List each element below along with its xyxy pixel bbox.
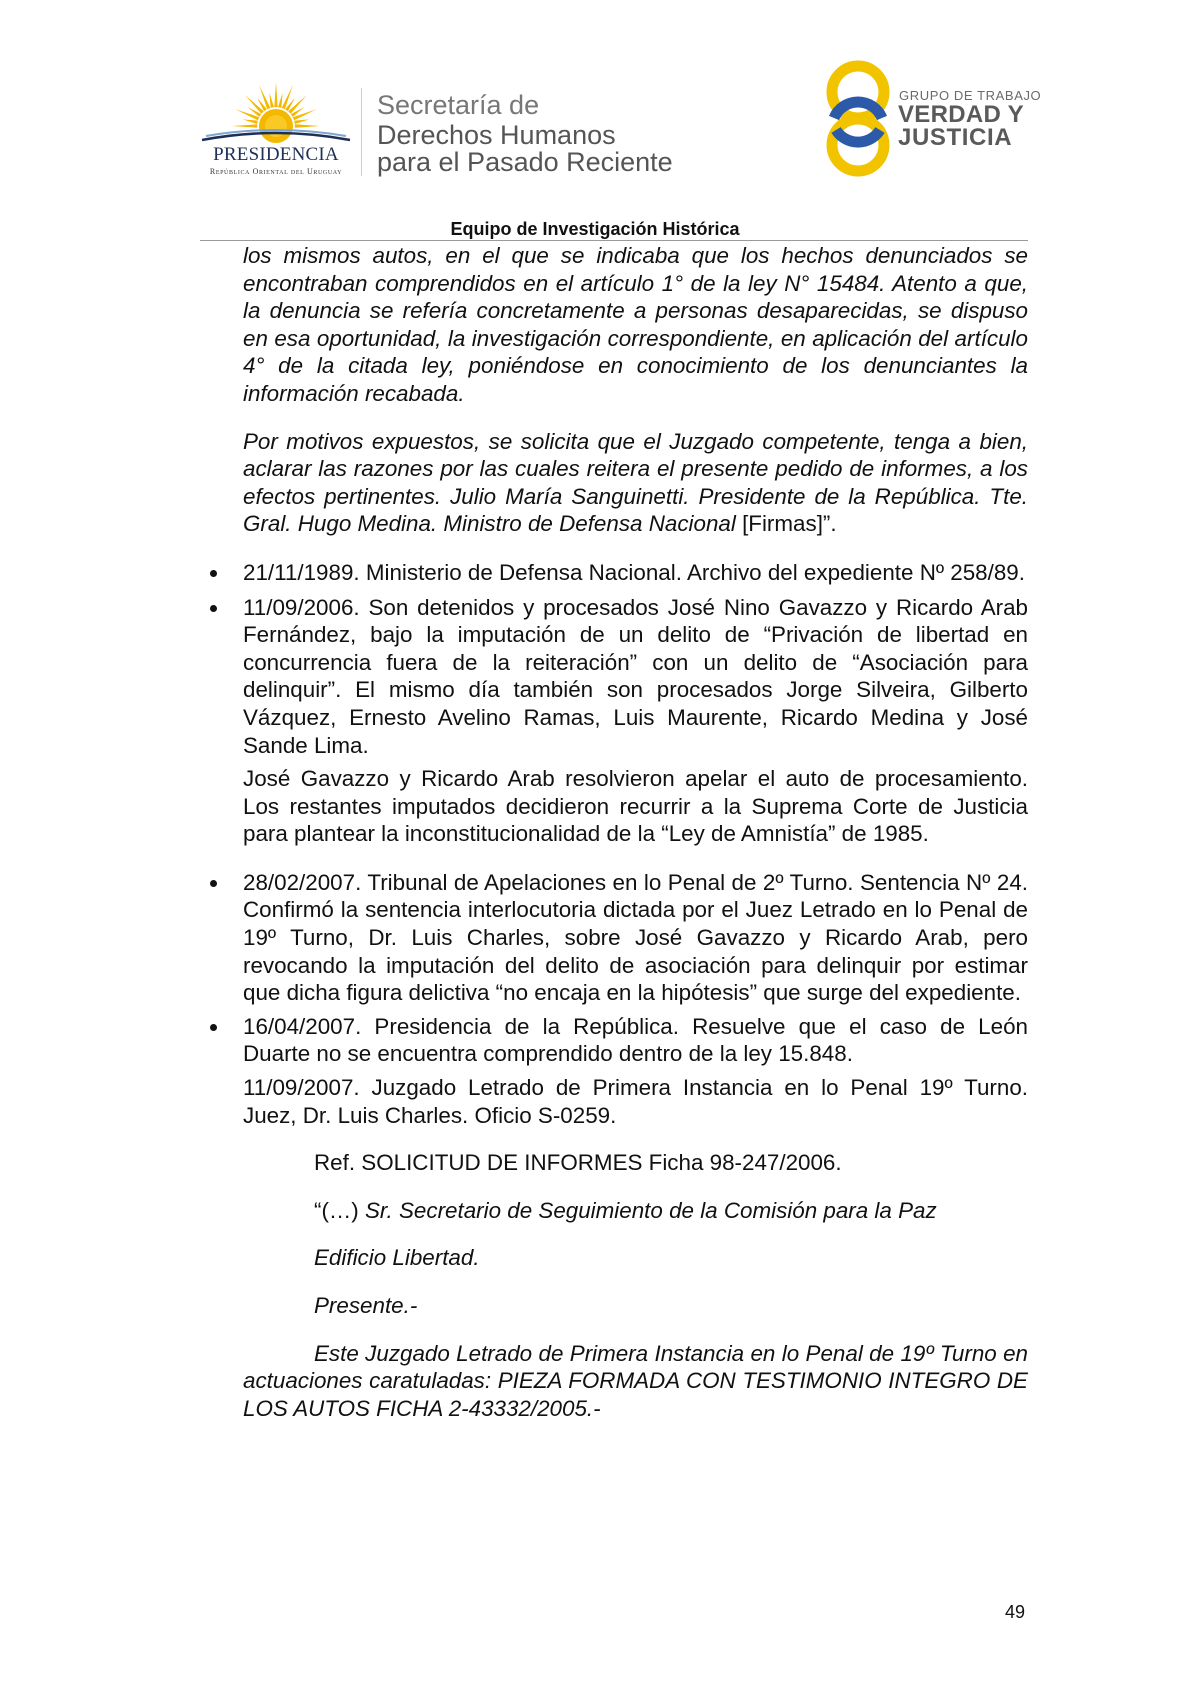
sun-ray (243, 119, 258, 124)
quote-paragraph-2-italic: Por motivos expuestos, se solicita que el Juzgado competente, tenga a bien, aclarar las razones por las cuales reitera el presente pedido de informes, a los efectos pertinentes. Julio María Sanguinetti. Presidente de la República. Tte. Gral. Hugo Medina. Ministro de Defensa Nacional (243, 428, 1028, 537)
bullet-text: 11/09/2006. Son detenidos y procesados José Nino Gavazzo y Ricardo Arab Fernández, bajo la imputación de un delito de “Privación de libertad en concurrencia fuera de la reiteración” con un delito de “Asociación para delinquir”. El mismo día también son procesados Jorge Silveira, Gilberto Vázquez, Ernesto Avelino Ramas, Luis Maurente, Ricardo Medina y José Sande Lima. (243, 594, 1028, 758)
header-divider (361, 88, 362, 176)
sun-ray (269, 93, 274, 108)
presidencia-name: PRESIDENCIA (213, 144, 339, 165)
sun-ray (259, 85, 270, 109)
justicia-label: JUSTICIA (898, 124, 1013, 151)
secretaria-title-line2: Derechos Humanos (377, 120, 616, 150)
salutation-recipient: Sr. Secretario de Seguimiento de la Comisión para la Paz (364, 1197, 937, 1223)
sun-ray (294, 119, 309, 124)
header-rule (200, 240, 1028, 241)
document-body (243, 242, 1028, 1422)
sun-ray (274, 82, 277, 107)
salutation-line (243, 1197, 1028, 1225)
salutation-open: “(…) (314, 1197, 365, 1223)
quote-paragraph-2-end: [Firmas]”. (735, 511, 837, 537)
sun-ray (293, 109, 317, 120)
bullet-text: 16/04/2007. Presidencia de la República. Resuelve que el caso de León Duarte no se encuentra comprendido dentro de la ley 15.848. (243, 1013, 1028, 1067)
bullet-dot (210, 880, 217, 887)
sun-ray (295, 124, 320, 127)
list-item (243, 559, 1028, 587)
edificio-line: Edificio Libertad. (314, 1245, 480, 1271)
reference-line: Ref. SOLICITUD DE INFORMES Ficha 98-247/2006. (314, 1150, 842, 1176)
sun-ray (282, 85, 293, 109)
bullet-dot (210, 1024, 217, 1031)
bullet-continuation: José Gavazzo y Ricardo Arab resolvieron apelar el auto de procesamiento. Los restantes imputados decidieron recurrir a la Suprema Corte de Justicia para plantear la inconstitucionalidad de la “Ley de Amnistía” de 1985. (243, 766, 1028, 847)
equipo-heading: Equipo de Investigación Histórica (450, 219, 740, 239)
quote-paragraph-1: los mismos autos, en el que se indicaba que los hechos denunciados se encontraban comprendidos en el artículo 1° de la ley N° 15484. Atento a que, la denuncia se refería concretamente a personas desaparecidas, se dispuso en esa oportunidad, la investigación correspondiente, en aplicación del artículo 4° de la citada ley, poniéndose en conocimiento de los denunciantes la información recabada. (243, 243, 1028, 406)
grupo-trabajo-label: GRUPO DE TRABAJO (899, 88, 1042, 103)
verdad-y-label: VERDAD Y (898, 101, 1024, 128)
presente-line: Presente.- (314, 1293, 418, 1318)
sun-ray (278, 93, 283, 108)
presidencia-subtitle: República Oriental del Uruguay (209, 167, 343, 176)
list-item (243, 1013, 1028, 1129)
list-item (243, 869, 1028, 1007)
final-paragraph: Este Juzgado Letrado de Primera Instancia en lo Penal de 19º Turno en actuaciones caratuladas: PIEZA FORMADA CON TESTIMONIO INTEGRO DE LOS AUTOS FICHA 2-43332/2005.- (243, 1340, 1028, 1421)
page-number: 49 (1005, 1602, 1026, 1622)
bullet-text: 28/02/2007. Tribunal de Apelaciones en lo Penal de 2º Turno. Sentencia Nº 24. Confirmó la sentencia interlocutoria dictada por el Juez Letrado en lo Penal de 19º Turno, Dr. Luis Charles, sobre José Gavazzo y Ricardo Arab, pero revocando la imputación del delito de asociación para delinquir por estimar que dicha figura delictiva “no encaja en la hipótesis” que surge del expediente. (243, 869, 1028, 1006)
sun-ray (232, 124, 257, 127)
secretaria-title-line3: para el Pasado Reciente (377, 147, 673, 177)
bullet-continuation: 11/09/2007. Juzgado Letrado de Primera Instancia en lo Penal 19º Turno. Juez, Dr. Luis Charles. Oficio S-0259. (243, 1075, 1028, 1128)
list-item (243, 594, 1028, 848)
bullet-text: 21/11/1989. Ministerio de Defensa Nacional. Archivo del expediente Nº 258/89. (243, 559, 1025, 585)
quote-paragraph-2 (243, 428, 1028, 538)
secretaria-title-line1: Secretaría de (377, 90, 540, 120)
bullet-dot (210, 605, 217, 612)
verdad-justicia-rings-logo (822, 56, 894, 181)
bullet-dot (210, 570, 217, 577)
sun-ray (235, 109, 259, 120)
